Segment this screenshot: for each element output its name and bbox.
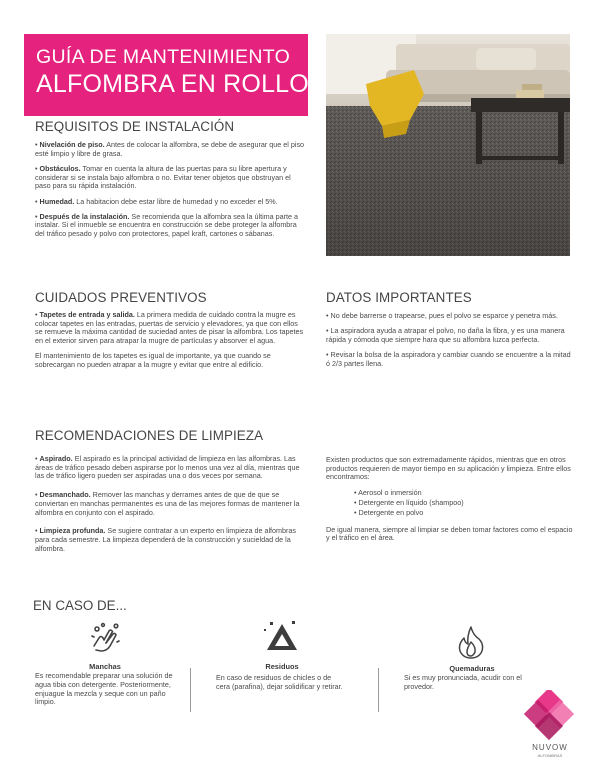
brand-sub: ALFOMBRAS bbox=[537, 753, 563, 758]
nuvow-logo bbox=[520, 690, 580, 766]
list-item: • Después de la instalación. Se recomienda que la alfombra sea la última parte a instalar. Si el inmueble se encuentra en construcción se debe proteger la alfombra del tráfico pesado y polvo con protectores, papel kraft, cartones o sábanas. bbox=[35, 211, 299, 239]
banner-title-line2: ALFOMBRA EN ROLLO bbox=[36, 70, 309, 98]
list-item: • Humedad. La habitacion debe estar libre de humedad y no exceder el 5%. bbox=[35, 196, 278, 206]
list-item: • Detergente en líquido (shampoo) bbox=[354, 497, 464, 507]
list-item: • Nivelación de piso. Antes de colocar la alfombra, se debe de asegurar que el piso esté limpio y libre de grasa. bbox=[35, 140, 305, 158]
banner-title-line1: GUÍA DE MANTENIMIENTO bbox=[36, 46, 291, 68]
residue-icon bbox=[263, 620, 301, 654]
title-banner bbox=[24, 34, 308, 116]
limpieza-list bbox=[35, 455, 307, 560]
datos-list bbox=[326, 312, 574, 375]
card-text-residuos: En caso de residuos de chicles o de cera (parafina), dejar solidificar y retirar. bbox=[216, 673, 343, 691]
list-item: • Desmanchado. Remover las manchas y derrames antes de que de que se conviertan en manchas permanentes es una de las mejores formas de mantener la alfombra en conjunto con el aspirado. bbox=[35, 490, 300, 517]
divider bbox=[378, 668, 379, 712]
product-list bbox=[354, 489, 576, 518]
brand-name: NUVOW bbox=[532, 743, 568, 752]
list-item: • Aerosol o inmersión bbox=[354, 487, 422, 497]
card-text-manchas: Es recomendable preparar una solución de agua tibia con detergente. Posteriormente, enjuague la mezcla y seque con un paño limpio. bbox=[35, 671, 173, 707]
carpet-room-photo bbox=[326, 34, 570, 256]
cuidados-title: CUIDADOS PREVENTIVOS bbox=[35, 290, 207, 305]
list-item: • Tapetes de entrada y salida. La primera medida de cuidado contra la mugre es colocar tapetes en las entradas, puertas de servicio y elevadores, ya que con ellos se remueve la máxima cantidad de suciedad antes de pisar la alfombra. Los tapetes en el exterior sirven para atrapar la mugre de partículas y absorver el agua. bbox=[35, 310, 304, 346]
list-item: • Detergente en polvo bbox=[354, 508, 424, 518]
cuidados-text bbox=[35, 311, 307, 376]
list-item: • Limpieza profunda. Se sugiere contratar a un experto en limpieza de alfombras para cada semestre. La limpieza dependerá de la construcción y sucieldad de la alfombra. bbox=[35, 526, 296, 553]
hand-wash-icon bbox=[87, 620, 123, 656]
requisitos-list bbox=[35, 141, 307, 245]
list-item: • La aspiradora ayuda a atrapar el polvo, no daña la fibra, y es una manera rápida y cómoda que siempre hara que su alfombra luzca perfecta. bbox=[326, 326, 565, 344]
nuvow-logo-mark bbox=[520, 690, 580, 742]
divider bbox=[190, 668, 191, 712]
limpieza-title: RECOMENDACIONES DE LIMPIEZA bbox=[35, 428, 264, 443]
list-item: • Obstáculos. Tomar en cuenta la altura de las puertas para su libre apertura y considerar si se instala bajo alfombra o no. Evitar tener objetos que obstruyan el paso para su rápida instalación. bbox=[35, 163, 291, 191]
list-item: • Aspirado. El aspirado es la principal actividad de limpieza en las alfombras. Las áreas de tráfico pesado deben aspirarse por lo menos una vez al día, mientras que las de tráfico ligero pueden ser aspiradas una o dos veces por semana. bbox=[35, 454, 300, 481]
list-item: • No debe barrerse o trapearse, pues el polvo se esparce y penetra más. bbox=[326, 311, 558, 320]
datos-title: DATOS IMPORTANTES bbox=[326, 290, 472, 305]
requisitos-title: REQUISITOS DE INSTALACIÓN bbox=[35, 119, 235, 134]
limpieza-products bbox=[326, 456, 576, 550]
paragraph: El mantenimiento de los tapetes es igual de importante, ya que cuando se sobrecargan no pueden atrapar a la mugre y evitar que entre al edificio. bbox=[35, 351, 271, 370]
card-label-manchas: Manchas bbox=[89, 662, 121, 671]
paragraph: Existen productos que son extremadamente rápidos, mientras que en otros productos requieren de mayor tiempo en su aplicación y limpieza. Entre ellos encontramos: bbox=[326, 455, 571, 482]
list-item: • Revisar la bolsa de la aspiradora y cambiar cuando se encuentre a la mitad ó 2/3 partes llena. bbox=[326, 350, 571, 368]
paragraph: De igual manera, siempre al limpiar se deben tomar factores como el espacio y el tráfico en el área. bbox=[326, 524, 573, 543]
en-caso-title: EN CASO DE... bbox=[33, 598, 127, 613]
flame-icon bbox=[456, 624, 486, 660]
card-label-quemaduras: Quemaduras bbox=[449, 664, 495, 673]
card-text-quemaduras: Si es muy pronunciada, acudir con el provedor. bbox=[404, 673, 522, 691]
card-label-residuos: Residuos bbox=[265, 662, 299, 671]
